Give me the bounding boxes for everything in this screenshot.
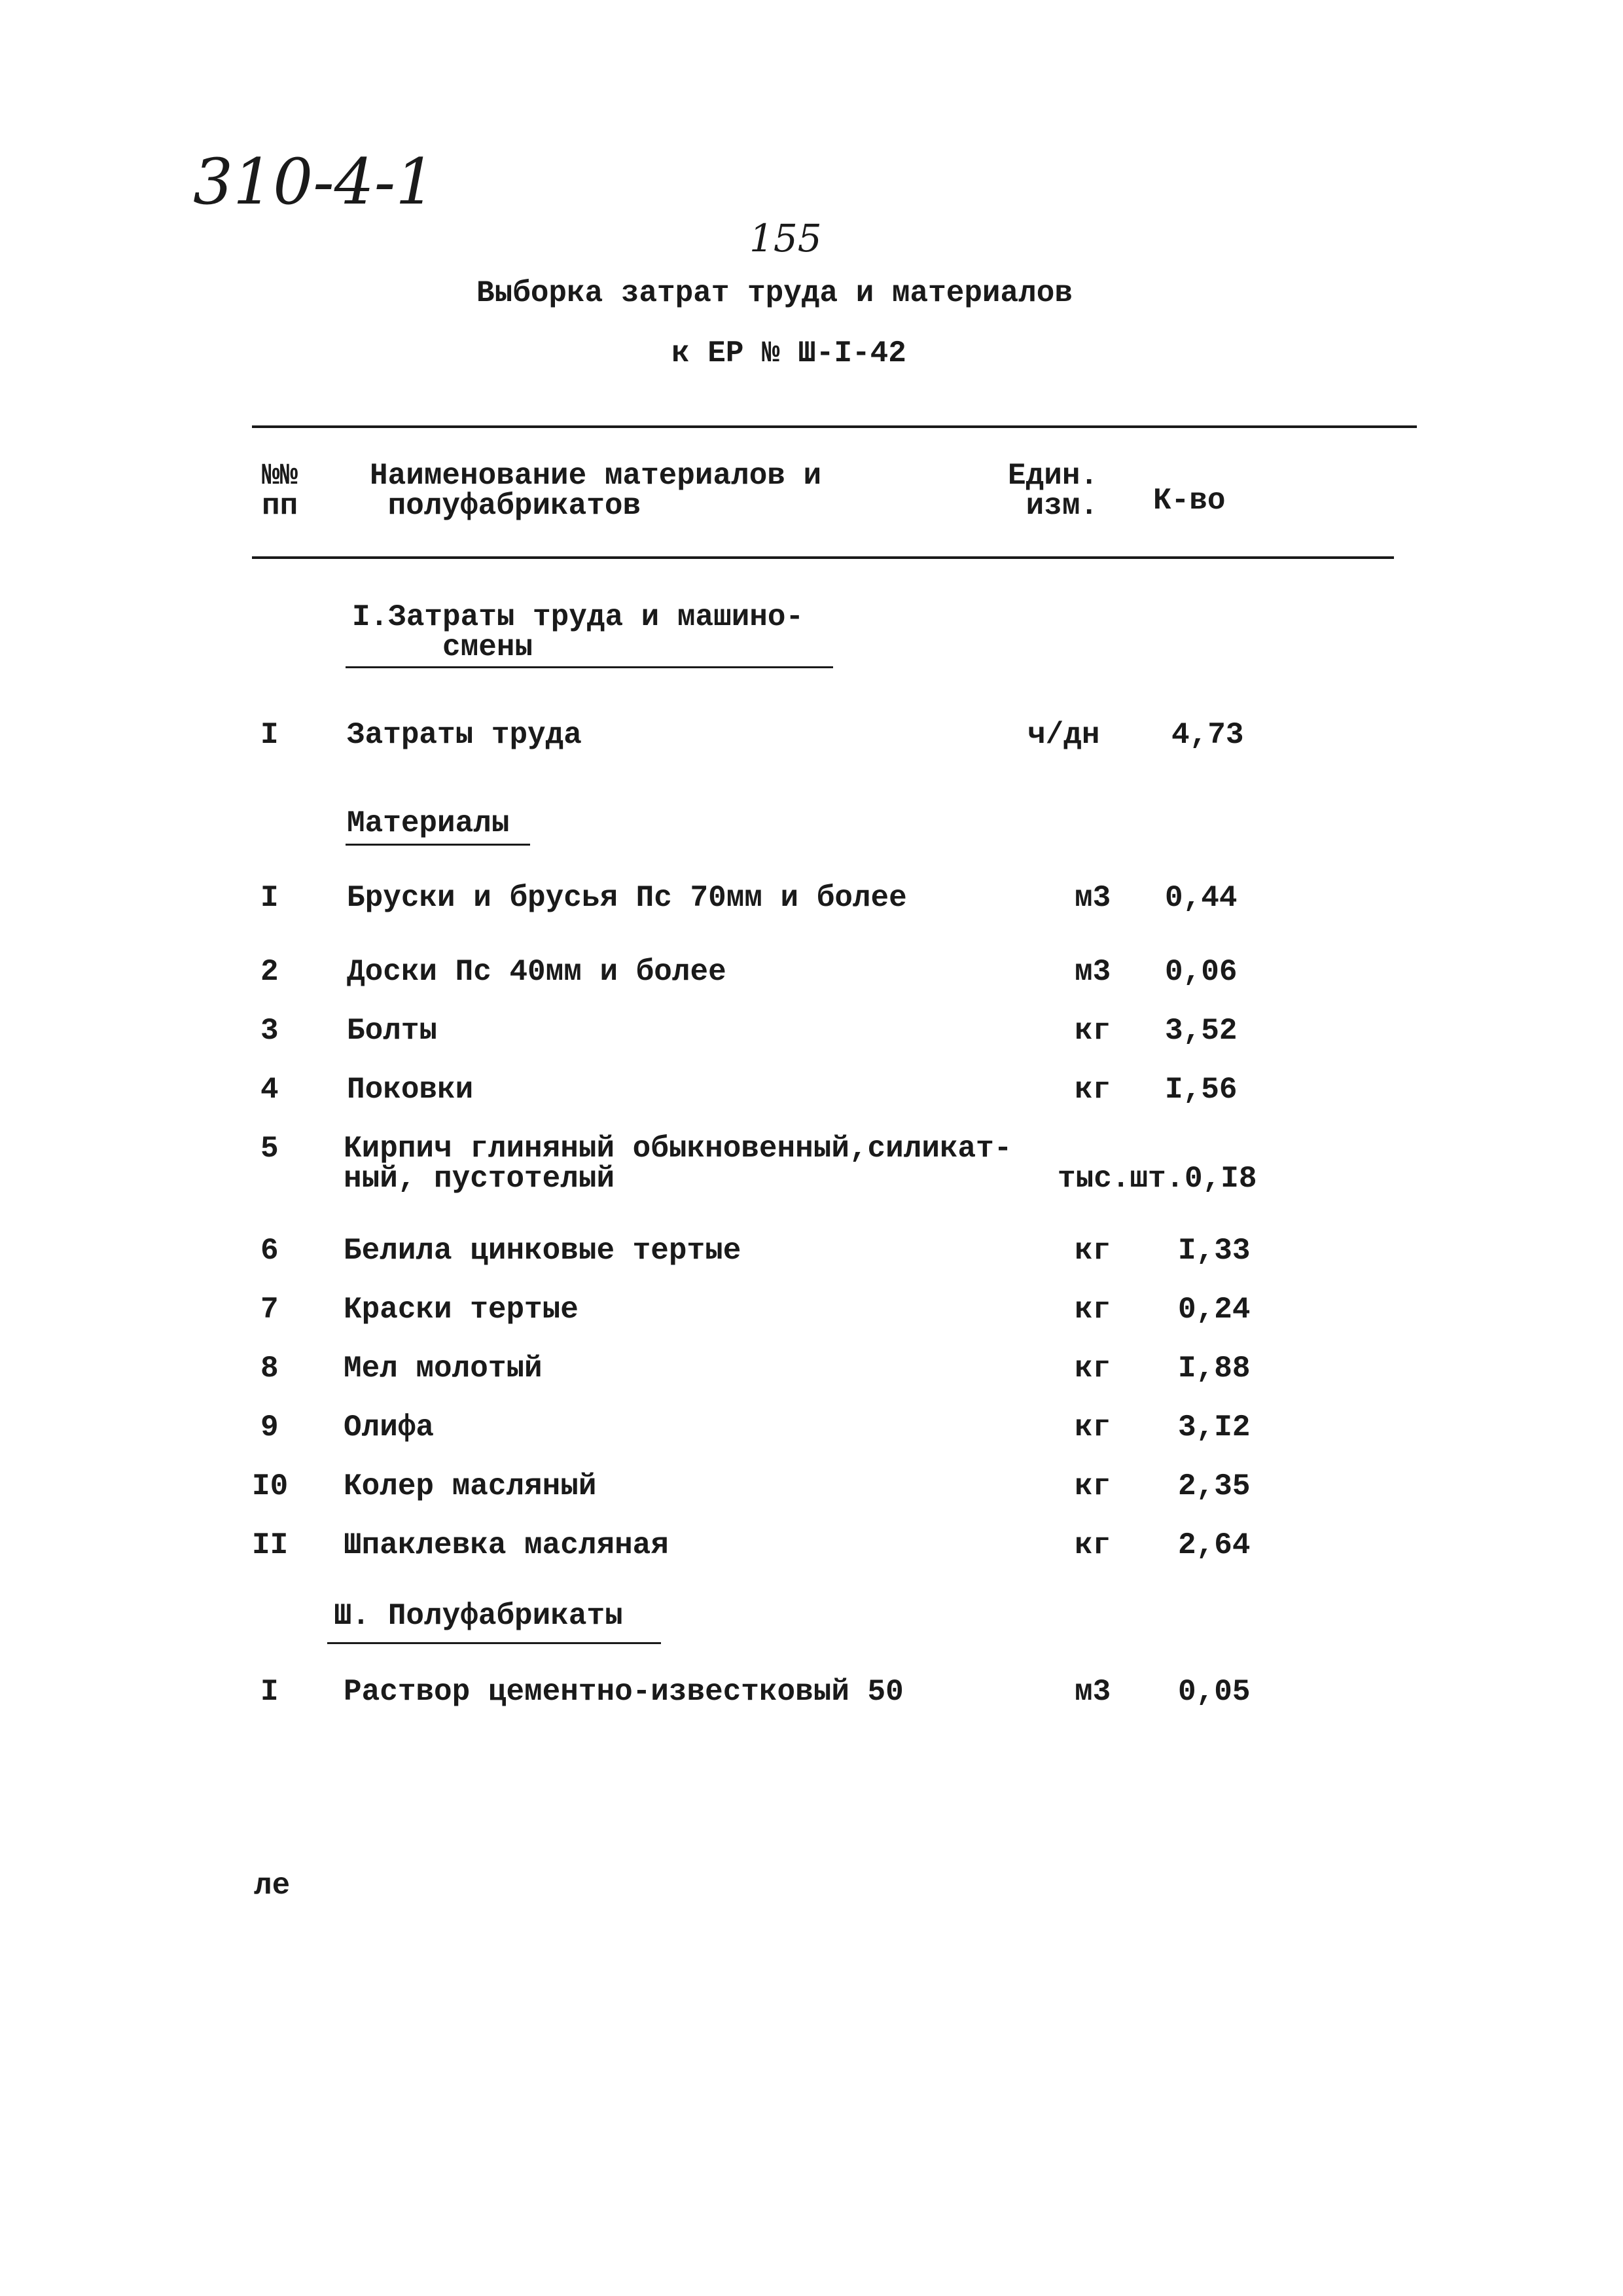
section-underline-semifinished [327,1642,661,1644]
table-top-rule [252,425,1417,428]
header-quantity: К-во [1153,484,1226,518]
row-quantity: 0,06 [1165,955,1238,989]
section-underline-materials [346,844,530,846]
row-quantity: 2,35 [1178,1469,1251,1503]
row-number: 2 [260,955,279,989]
row-unit: м3 [1075,881,1111,915]
row-unit: м3 [1075,955,1111,989]
header-bottom-rule [252,556,1394,559]
section-title-materials: Материалы [347,806,510,840]
row-number: II [252,1528,289,1562]
row-name: Бруски и брусья Пс 70мм и более [347,881,907,915]
section-title-labour: I.Затраты труда и машино- смены [352,600,804,664]
row-unit: кг [1075,1073,1111,1107]
header-name: Наименование материалов и полуфабрикатов [370,459,822,523]
row-name: Кирпич глиняный обыкновенный,силикат- ный, пустотелый [344,1132,1012,1196]
row-unit: кг [1075,1234,1111,1268]
row-name: Мел молотый [344,1352,543,1386]
row-name: Олифа [344,1410,435,1444]
footer-mark: лe [254,1869,291,1903]
section-underline-labour [346,666,833,668]
row-name: Поковки [347,1073,474,1107]
row-quantity: 3,52 [1165,1014,1238,1048]
row-number: 8 [260,1352,279,1386]
handwritten-code: 310-4-1 [193,145,436,219]
row-unit: кг [1075,1352,1111,1386]
row-name: Краски тертые [344,1293,579,1327]
row-unit: кг [1075,1528,1111,1562]
row-number: 5 [260,1132,279,1166]
row-number: 4 [260,1073,279,1107]
row-quantity: I,33 [1178,1234,1251,1268]
row-name: Затраты труда [347,718,582,752]
row-name: Раствор цементно-известковый 50 [344,1675,904,1709]
row-quantity: 0,I8 [1185,1162,1257,1196]
row-quantity: 4,73 [1171,718,1244,752]
row-unit: тыс.шт. [1058,1162,1185,1196]
row-quantity: 3,I2 [1178,1410,1251,1444]
row-name: Белила цинковые тертые [344,1234,741,1268]
handwritten-page-number: 155 [749,216,822,260]
header-unit: Един. изм. [1008,459,1099,523]
row-number: 7 [260,1293,279,1327]
row-quantity: 0,05 [1178,1675,1251,1709]
row-unit: кг [1075,1469,1111,1503]
row-name: Шпаклевка масляная [344,1528,669,1562]
row-unit: м3 [1075,1675,1111,1709]
row-quantity: 2,64 [1178,1528,1251,1562]
header-number: №№ пп [262,459,298,523]
row-quantity: 0,24 [1178,1293,1251,1327]
row-name: Колер масляный [344,1469,597,1503]
row-quantity: 0,44 [1165,881,1238,915]
row-number: I0 [252,1469,289,1503]
section-title-semifinished: Ш. Полуфабрикаты [334,1599,623,1633]
row-unit: ч/дн [1027,718,1100,752]
row-unit: кг [1075,1014,1111,1048]
row-name: Доски Пс 40мм и более [347,955,726,989]
row-number: 3 [260,1014,279,1048]
row-number: I [260,881,279,915]
row-unit: кг [1075,1410,1111,1444]
row-quantity: I,56 [1165,1073,1238,1107]
row-number: 9 [260,1410,279,1444]
row-number: I [260,718,279,752]
document-subtitle: к ЕР № Ш-I-42 [671,336,906,370]
row-quantity: I,88 [1178,1352,1251,1386]
row-unit: кг [1075,1293,1111,1327]
row-name: Болты [347,1014,438,1048]
row-number: I [260,1675,279,1709]
row-number: 6 [260,1234,279,1268]
document-title: Выборка затрат труда и материалов [476,276,1073,310]
